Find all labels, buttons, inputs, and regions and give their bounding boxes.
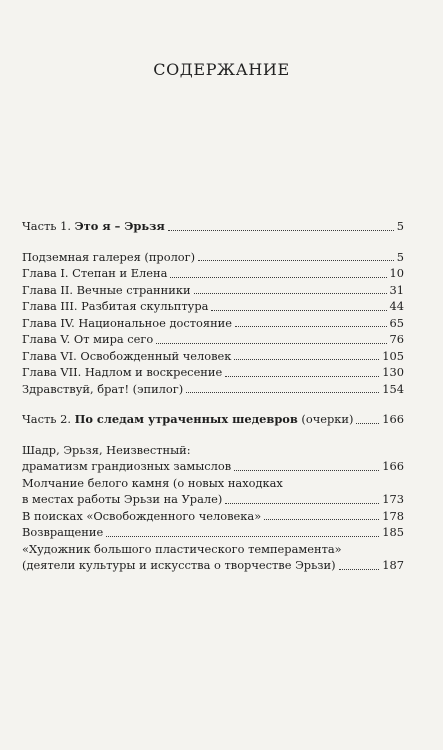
part-1-title: Это я – Эрьзя <box>74 219 165 233</box>
toc-entry-label: Глава II. Вечные странники <box>22 282 191 297</box>
toc-entry-label: Глава VI. Освобожденный человек <box>22 348 232 363</box>
toc-entry-page: 173 <box>382 492 404 506</box>
toc-entry <box>22 557 404 574</box>
toc-entry-label: Глава IV. Национальное достояние <box>22 315 233 330</box>
toc-part-2 <box>22 411 404 428</box>
toc-entry-line: «Художник большого пластического темперамента» <box>22 541 342 556</box>
toc-entry-label: в местах работы Эрьзи на Урале) <box>22 492 223 506</box>
toc-entry-page: 154 <box>382 381 404 396</box>
dot-leader <box>225 376 379 377</box>
toc-entry <box>22 348 404 365</box>
dot-leader <box>170 277 386 278</box>
dot-leader <box>356 423 379 424</box>
toc-entry <box>22 315 404 332</box>
toc-entry-page: 5 <box>396 249 404 264</box>
toc-entry <box>22 298 404 315</box>
part-2-suffix: (очерки) <box>297 412 354 426</box>
part-2-title: По следам утраченных шедевров <box>74 412 298 426</box>
toc-entry-label: В поисках «Освобожденного человека» <box>22 508 262 523</box>
dot-leader <box>198 260 394 261</box>
dot-leader <box>106 536 379 537</box>
part-2-essays <box>22 442 404 574</box>
toc-part-1 <box>22 218 404 235</box>
dot-leader <box>235 326 386 327</box>
toc-entry <box>22 524 404 541</box>
toc-entry-page: 31 <box>389 282 404 297</box>
toc-entry-label: (деятели культуры и искусства о творчестве Эрьзи) <box>22 558 336 572</box>
toc-entry <box>22 364 404 381</box>
dot-leader <box>225 503 379 504</box>
toc-entry-page: 44 <box>389 299 404 313</box>
dot-leader <box>186 392 379 393</box>
toc-entry-page: 105 <box>382 348 404 363</box>
dot-leader <box>339 569 380 570</box>
toc-entry <box>22 282 404 299</box>
dot-leader <box>156 343 386 344</box>
part-2-prefix: Часть 2. <box>22 412 75 426</box>
toc-entry-label: Здравствуй, брат! (эпилог) <box>22 381 184 396</box>
toc-entry <box>22 458 404 475</box>
toc-entry-page: 185 <box>382 525 404 539</box>
toc-entry-page: 166 <box>382 459 404 473</box>
toc-entry-page: 187 <box>382 558 404 572</box>
table-of-contents <box>22 218 404 574</box>
toc-entry <box>22 265 404 282</box>
toc-entry-label: Глава VII. Надлом и воскресение <box>22 365 223 379</box>
toc-entry <box>22 331 404 348</box>
dot-leader <box>168 230 394 231</box>
dot-leader <box>194 293 387 294</box>
toc-entry-label: Глава I. Степан и Елена <box>22 266 168 280</box>
toc-entry-line: Молчание белого камня (о новых находках <box>22 475 283 490</box>
dot-leader <box>211 310 386 311</box>
toc-entry-page: 76 <box>389 332 404 346</box>
toc-entry-line: Шадр, Эрьзя, Неизвестный: <box>22 442 191 457</box>
toc-entry-label: Глава V. От мира сего <box>22 332 154 346</box>
toc-entry-label: Подземная галерея (пролог) <box>22 249 196 264</box>
part-2-page: 166 <box>382 412 404 426</box>
toc-entry <box>22 491 404 508</box>
part-1-prefix: Часть 1. <box>22 219 75 233</box>
part-1-page: 5 <box>396 219 404 233</box>
toc-entry-page: 65 <box>389 315 404 330</box>
part-1-chapters <box>22 249 404 398</box>
toc-entry-page: 178 <box>382 508 404 523</box>
toc-entry-label: Глава III. Разбитая скульптура <box>22 299 209 313</box>
toc-entry <box>22 381 404 398</box>
page-title: СОДЕРЖАНИЕ <box>153 60 290 79</box>
toc-entry <box>22 249 404 266</box>
toc-entry-label: драматизм грандиозных замыслов <box>22 459 232 473</box>
toc-entry-page: 130 <box>382 365 404 379</box>
toc-entry-label: Возвращение <box>22 525 104 539</box>
dot-leader <box>264 519 379 520</box>
dot-leader <box>234 470 379 471</box>
toc-entry <box>22 508 404 525</box>
dot-leader <box>234 359 379 360</box>
toc-entry-page: 10 <box>389 266 404 280</box>
